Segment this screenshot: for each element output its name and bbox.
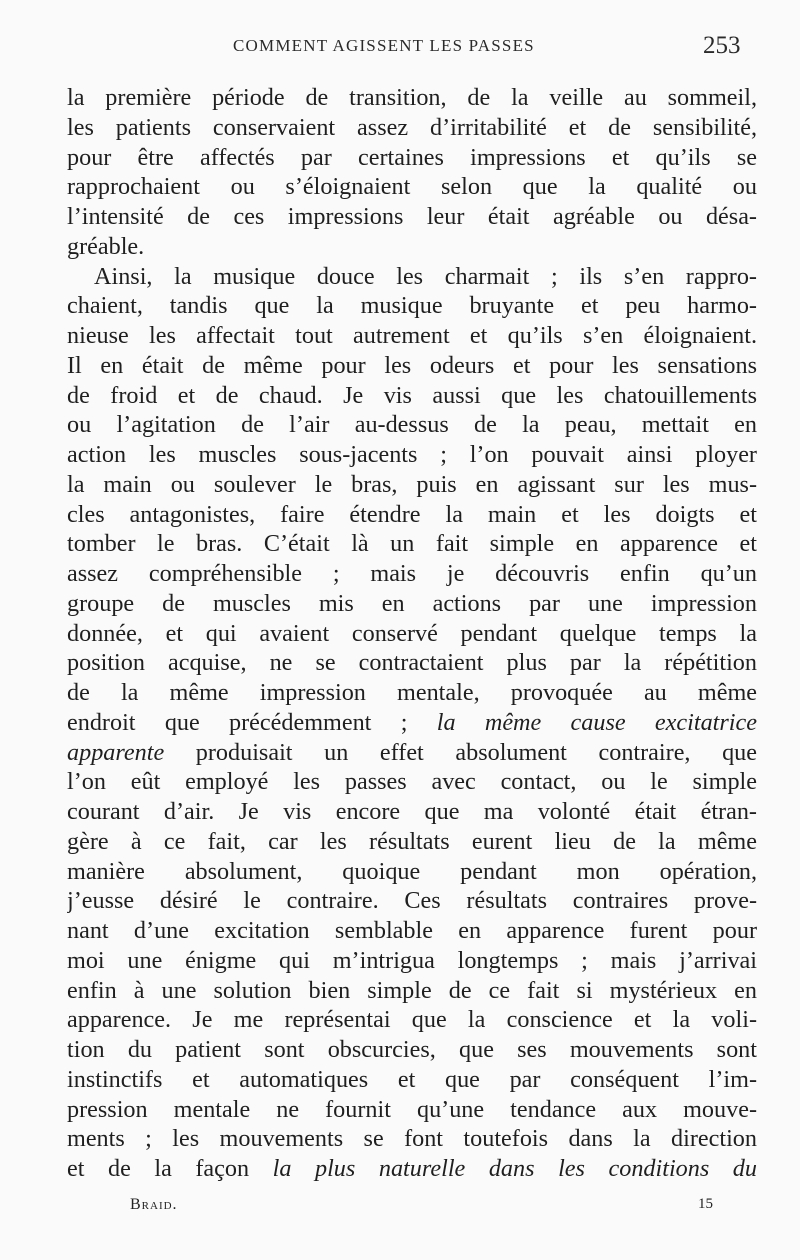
body-text [67,83,757,1184]
text-line: rapprochaient ou s’éloignaient selon que la qualité ou [67,173,757,201]
running-title: COMMENT AGISSENT LES PASSES [233,36,535,55]
text-line: Ainsi, la musique douce les charmait ; ils s’en rappro- [94,262,757,290]
text-line: assez compréhensible ; mais je découvris enfin qu’un [67,560,757,587]
text-segment: et de la façon [67,1155,273,1182]
text-line: action les muscles sous-jacents ; l’on pouvait ainsi ployer [67,441,757,468]
text-line: enfin à une solution bien simple de ce fait si mystérieux en [67,976,757,1004]
text-line: moi une énigme qui m’intrigua longtemps ; mais j’arrivai [67,946,757,974]
text-line: la main ou soulever le bras, puis en agissant sur les mus- [67,470,757,498]
text-segment: produisait un effet absolument contraire, que [164,738,757,766]
text-line: pour être affectés par certaines impressions et qu’ils se [67,143,757,171]
text-line [67,738,757,768]
text-line: apparence. Je me représentai que la conscience et la voli- [67,1006,757,1034]
text-line: l’on eût employé les passes avec contact, ou le simple [67,768,757,796]
footer-author: Braid. [130,1196,178,1213]
text-line: l’intensité de ces impressions leur était agréable ou désa- [67,203,757,230]
text-segment: endroit que précédemment ; [67,708,437,736]
text-line: groupe de muscles mis en actions par une impression [67,589,757,617]
text-line: courant d’air. Je vis encore que ma volonté était étran- [67,798,757,825]
text-line: manière absolument, quoique pendant mon opération, [67,857,757,885]
text-line: ments ; les mouvements se font toutefois dans la direction [67,1125,757,1153]
text-line: chaient, tandis que la musique bruyante et peu harmo- [67,292,757,320]
page-header [0,34,800,64]
text-line: j’eusse désiré le contraire. Ces résultats contraires prove- [67,887,757,915]
italic-text: apparente [67,738,165,766]
text-line: tomber le bras. C’était là un fait simple en apparence et [67,530,757,558]
text-line: pression mentale ne fournit qu’une tendance aux mouve- [67,1095,757,1123]
page-footer [0,1196,800,1220]
text-line: gréable. [67,232,145,260]
italic-text: la plus naturelle dans les conditions du [272,1155,757,1182]
text-line: position acquise, ne se contractaient plus par la répétition [67,649,757,677]
text-line: nant d’une excitation semblable en apparence furent pour [67,917,757,944]
text-line [67,1154,757,1184]
text-line: instinctifs et automatiques et que par conséquent l’im- [67,1065,757,1093]
text-line: Il en était de même pour les odeurs et pour les sensations [67,351,757,379]
text-line: de froid et de chaud. Je vis aussi que les chatouillements [67,381,757,409]
text-line: cles antagonistes, faire étendre la main et les doigts et [67,500,757,528]
text-line: de la même impression mentale, provoquée au même [67,679,757,706]
text-line: nieuse les affectait tout autrement et qu’ils s’en éloignaient. [67,322,757,349]
page-number: 253 [703,32,741,59]
italic-text: la même cause excitatrice [436,708,757,736]
signature-mark: 15 [698,1196,713,1212]
text-line: donnée, et qui avaient conservé pendant quelque temps la [67,619,757,647]
text-line [67,708,757,738]
text-line: ou l’agitation de l’air au-dessus de la peau, mettait en [67,411,757,439]
text-line: tion du patient sont obscurcies, que ses mouvements sont [67,1036,757,1063]
text-line: la première période de transition, de la veille au sommeil, [67,84,757,111]
text-line: gère à ce fait, car les résultats eurent lieu de la même [67,827,757,855]
text-line: les patients conservaient assez d’irritabilité et de sensibilité, [67,113,757,141]
